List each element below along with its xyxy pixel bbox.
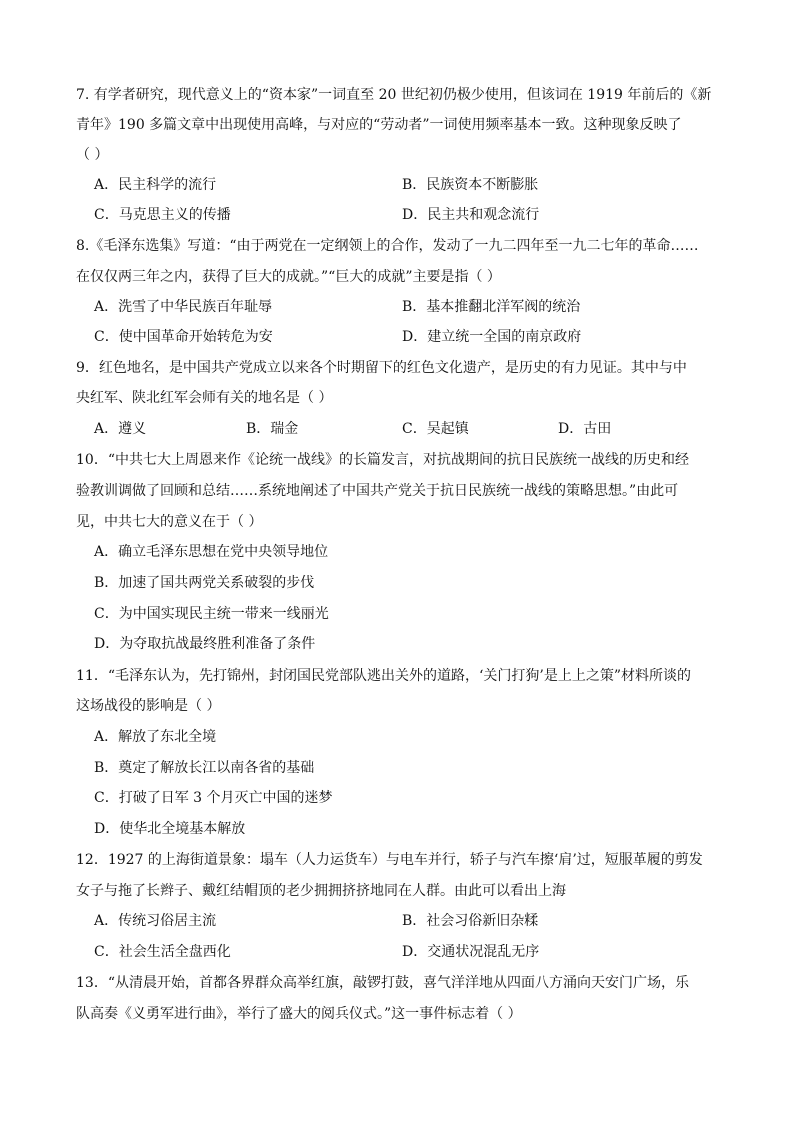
q7-stem-line3: （ ）	[76, 147, 109, 163]
q13-stem-line2: 队高奏《义勇军进行曲》，举行了盛大的阅兵仪式。”这一事件标志着（ ）	[76, 1006, 522, 1022]
q8-option-c: C．使中国革命开始转危为安	[94, 329, 273, 345]
q12-option-c: C．社会生活全盘西化	[94, 944, 231, 960]
q10-stem-line2: 验教训调做了回顾和总结……系统地阐述了中国共产党关于抗日民族统一战线的策略思想。”由此可	[76, 483, 679, 499]
q11-stem-line1: 11．“毛泽东认为，先打锦州，封闭国民党部队逃出关外的道路，‘关门打狗’是上上之策”材料所谈的	[76, 668, 692, 684]
q7-stem-line1: 7. 有学者研究，现代意义上的“资本家”一词直至 20 世纪初仍极少使用，但该词在 1919 年前后的《新	[76, 87, 712, 103]
q7-option-c: C．马克思主义的传播	[94, 207, 231, 223]
q11-option-b: B．奠定了解放长江以南各省的基础	[94, 760, 315, 776]
q9-stem-line1: 9．红色地名，是中国共产党成立以来各个时期留下的红色文化遗产，是历史的有力见证。其中与中	[76, 360, 687, 376]
q7-option-d: D．民主共和观念流行	[402, 207, 540, 223]
q12-stem-line1: 12．1927 的上海街道景象：塌车（人力运货车）与电车并行，轿子与汽车擦‘肩’过，短服革履的剪发	[76, 852, 703, 868]
q8-option-d: D．建立统一全国的南京政府	[402, 329, 582, 345]
q8-stem-line2: 在仅仅两三年之内，获得了巨大的成就。”“巨大的成就”主要是指（ ）	[76, 269, 501, 285]
q7-option-a: A．民主科学的流行	[94, 177, 217, 193]
q9-stem-line2: 央红军、陕北红军会师有关的地名是（ ）	[76, 390, 333, 406]
q10-option-a: A．确立毛泽东思想在党中央领导地位	[94, 544, 329, 560]
q12-option-d: D．交通状况混乱无序	[402, 944, 540, 960]
q7-stem-line2: 青年》190 多篇文章中出现使用高峰，与对应的“劳动者”一词使用频率基本一致。这种现象反映了	[76, 117, 682, 133]
q9-option-d: D．古田	[558, 421, 612, 437]
q11-option-d: D．使华北全境基本解放	[94, 821, 246, 837]
q9-option-b: B．瑞金	[246, 421, 299, 437]
q10-option-c: C．为中国实现民主统一带来一线丽光	[94, 606, 329, 622]
q8-option-b: B．基本推翻北洋军阀的统治	[402, 299, 581, 315]
q10-stem-line1: 10．“中共七大上周恩来作《论统一战线》的长篇发言，对抗战期间的抗日民族统一战线的历史和经	[76, 452, 689, 468]
q9-option-a: A．遵义	[94, 421, 147, 437]
q8-option-a: A．洗雪了中华民族百年耻辱	[94, 299, 273, 315]
q12-option-b: B．社会习俗新旧杂糅	[402, 913, 539, 929]
q9-option-c: C．吴起镇	[402, 421, 469, 437]
q7-option-b: B．民族资本不断膨胀	[402, 177, 539, 193]
q12-option-a: A．传统习俗居主流	[94, 913, 217, 929]
q11-stem-line2: 这场战役的影响是（ ）	[76, 698, 221, 714]
q12-stem-line2: 女子与拖了长辫子、戴红结帽顶的老少拥拥挤挤地同在人群。由此可以看出上海	[76, 883, 566, 899]
q10-stem-line3: 见，中共七大的意义在于（ ）	[76, 514, 263, 530]
q8-stem-line1: 8.《毛泽东选集》写道：“由于两党在一定纲领上的合作，发动了一九二四年至一九二七年的革命……	[76, 238, 699, 254]
q10-option-d: D．为夺取抗战最终胜利准备了条件	[94, 636, 316, 652]
q11-option-a: A．解放了东北全境	[94, 729, 217, 745]
q10-option-b: B．加速了国共两党关系破裂的步伐	[94, 575, 315, 591]
q13-stem-line1: 13．“从清晨开始，首都各界群众高举红旗，敲锣打鼓，喜气洋洋地从四面八方涌向天安门广场，乐	[76, 975, 689, 991]
q11-option-c: C．打破了日军 3 个月灭亡中国的迷梦	[94, 790, 333, 806]
